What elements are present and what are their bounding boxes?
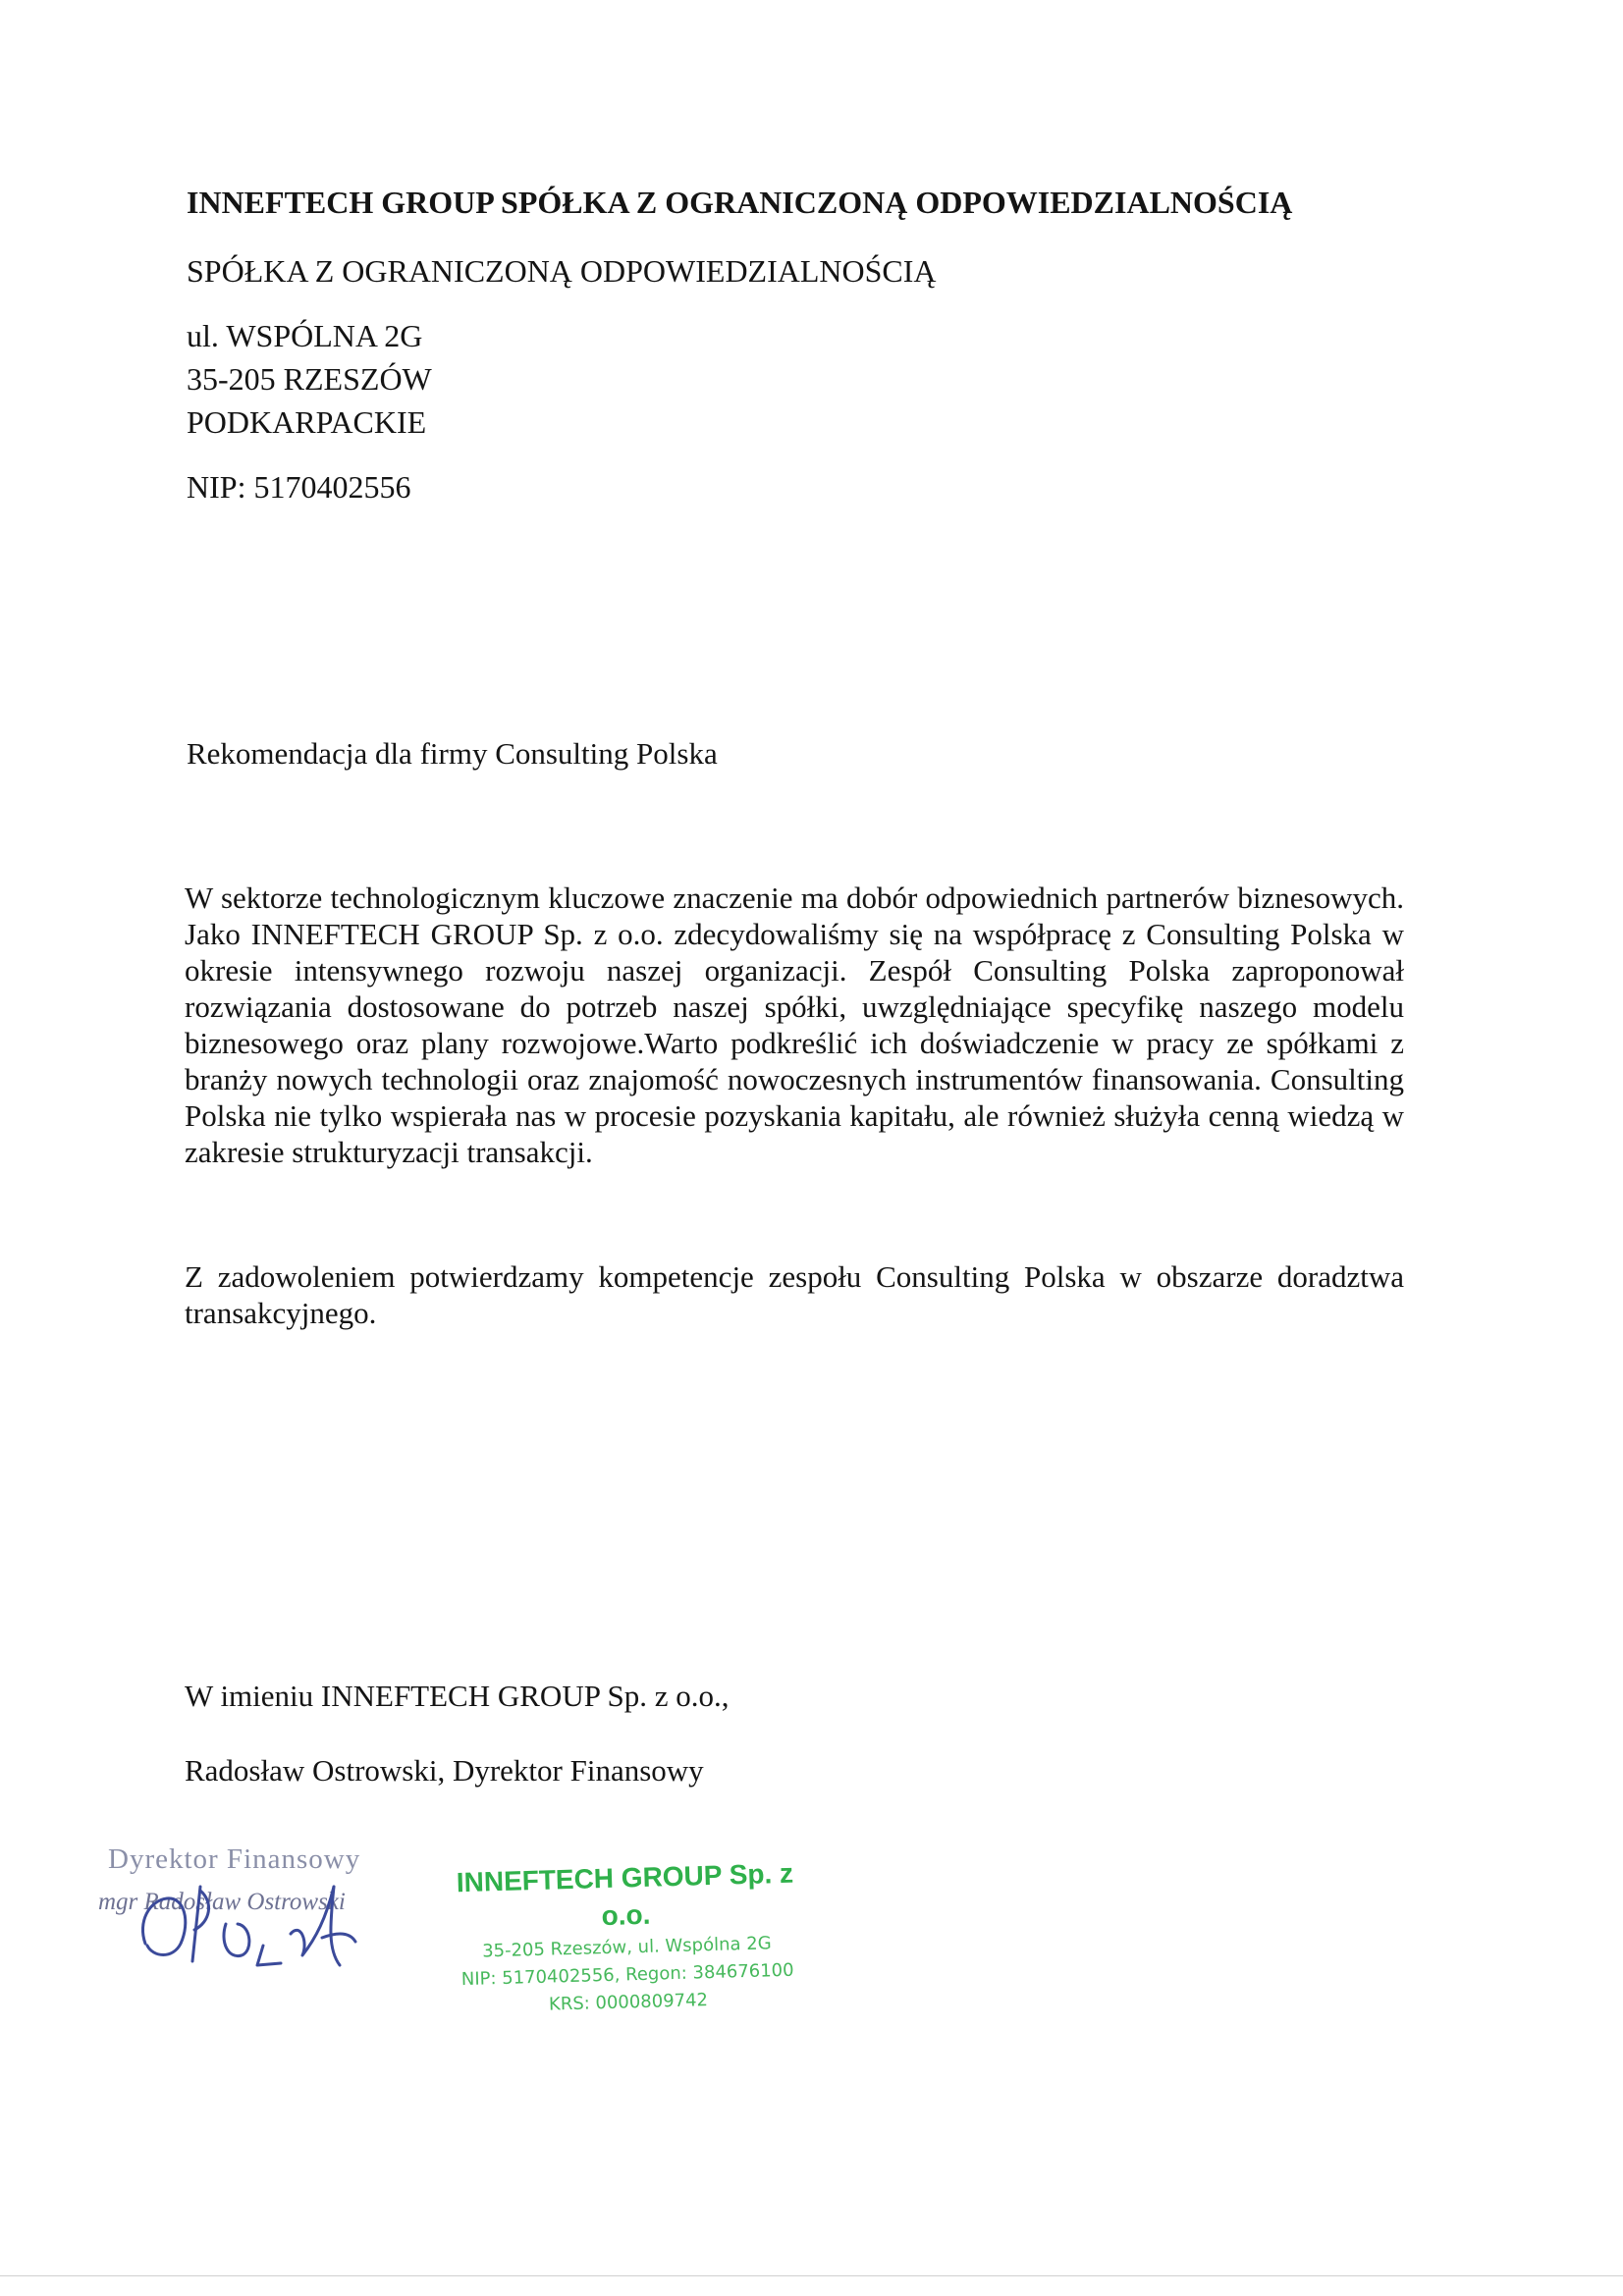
company-nip: NIP: 5170402556 [187, 469, 411, 505]
stamp-ids: NIP: 5170402556, Regon: 384676100 [460, 1959, 794, 1991]
stamp-krs: KRS: 0000809742 [548, 1990, 709, 2015]
company-street: ul. WSPÓLNA 2G [187, 318, 423, 353]
handwritten-signature [98, 1828, 422, 2014]
closing-on-behalf: W imieniu INNEFTECH GROUP Sp. z o.o., [185, 1679, 730, 1713]
company-region: PODKARPACKIE [187, 404, 427, 440]
scan-edge-line [0, 2275, 1623, 2276]
stamp-company-name: INNEFTECH GROUP Sp. z o.o. [456, 1857, 794, 1932]
body-paragraph-2: Z zadowoleniem potwierdzamy kompetencje zespołu Consulting Polska w obszarze doradztwa transakcyjnego. [185, 1259, 1404, 1330]
company-legal-form: SPÓŁKA Z OGRANICZONĄ ODPOWIEDZIALNOŚCIĄ [187, 253, 937, 289]
signature-stamp-name: mgr Radosław Ostrowski [98, 1889, 346, 1915]
stamp-address: 35-205 Rzeszów, ul. Wspólna 2G [481, 1933, 772, 1962]
signature-block [98, 1828, 422, 2014]
closing-signatory: Radosław Ostrowski, Dyrektor Finansowy [185, 1753, 704, 1788]
company-name-header: INNEFTECH GROUP SPÓŁKA Z OGRANICZONĄ ODPOWIEDZIALNOŚCIĄ [187, 185, 1293, 220]
signature-stamp-title: Dyrektor Finansowy [108, 1843, 361, 1875]
letter-subject: Rekomendacja dla firmy Consulting Polska [187, 736, 718, 771]
body-paragraph-1: W sektorze technologicznym kluczowe znaczenie ma dobór odpowiednich partnerów biznesowych. Jako INNEFTECH GROUP Sp. z o.o. zdecydowaliśmy się na współpracę z Consulting Polska w okresie intensywnego rozwoju naszej organizacji. Zespół Consulting Polska zaproponował rozwiązania dostosowane do potrzeb naszej spółki, uwzględniające specyfikę naszego modelu biznesowego oraz plany rozwojowe.Warto podkreślić ich doświadczenie w pracy ze spółkami z branży nowych technologii oraz znajomość nowoczesnych instrumentów finansowania. Consulting Polska nie tylko wspierała nas w procesie pozyskania kapitału, ale również służyła cenną wiedzą w zakresie strukturyzacji transakcji. [185, 881, 1404, 1169]
company-postal-city: 35-205 RZESZÓW [187, 361, 432, 397]
company-stamp [428, 1854, 825, 2022]
